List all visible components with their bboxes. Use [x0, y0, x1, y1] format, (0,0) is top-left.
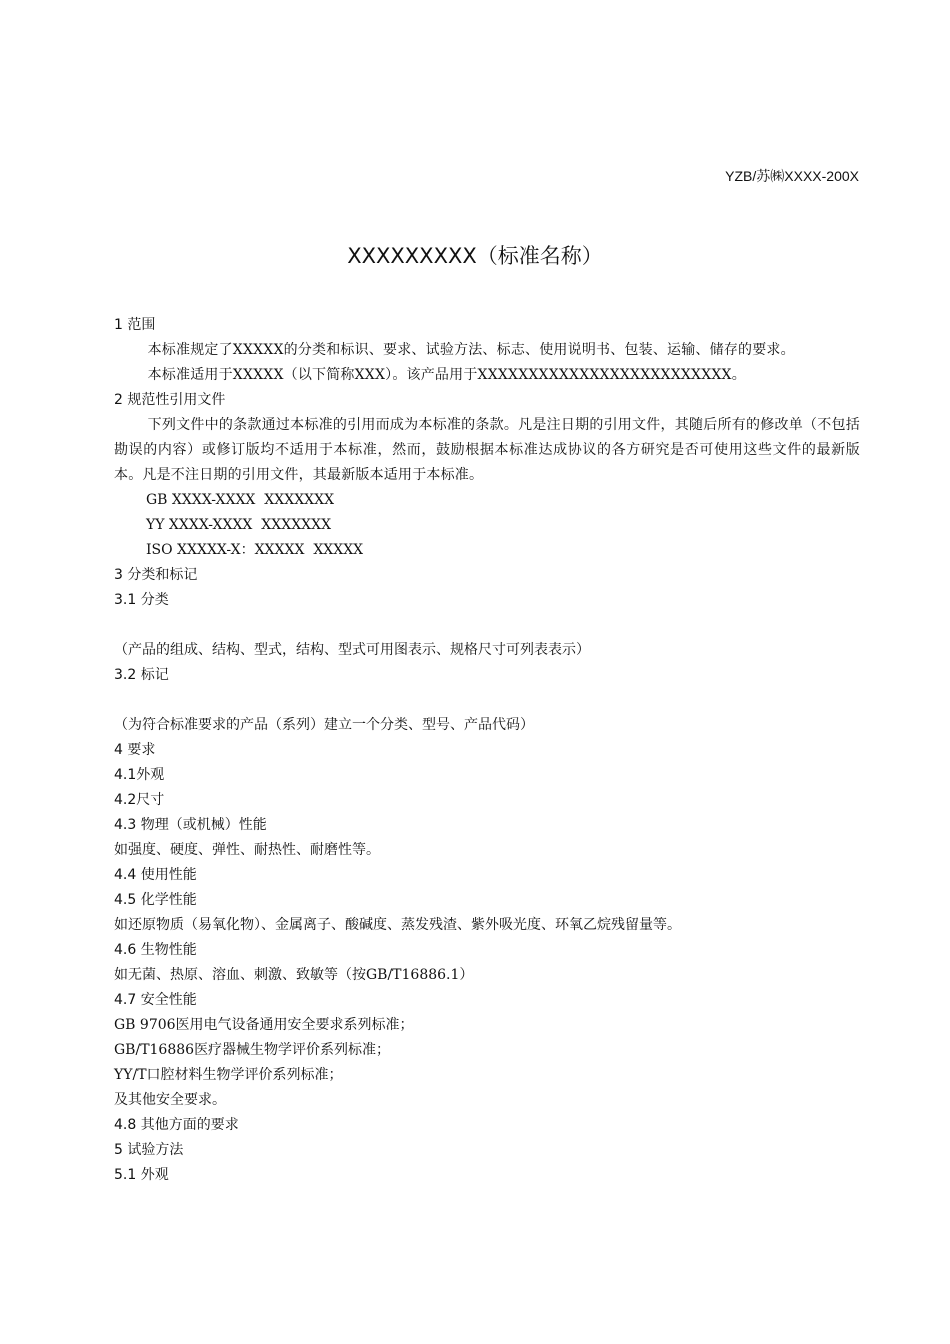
page-title: XXXXXXXXX（标准名称）: [347, 244, 603, 268]
paragraph-marking: （为符合标准要求的产品（系列）建立一个分类、型号、产品代码）: [114, 717, 534, 733]
heading-4-8: 4.8 其他方面的要求: [114, 1117, 239, 1133]
paragraph-physical: 如强度、硬度、弹性、耐热性、耐磨性等。: [114, 842, 380, 858]
safety-item: 及其他安全要求。: [114, 1092, 226, 1108]
paragraph-scope-1: 本标准规定了XXXXX的分类和标识、要求、试验方法、标志、使用说明书、包装、运输、储存的要求。: [147, 342, 795, 358]
document-body: [114, 313, 860, 1188]
reference-item: GB XXXX-XXXX XXXXXXX: [146, 492, 335, 508]
heading-2: 2 规范性引用文件: [114, 392, 226, 408]
heading-3-2: 3.2 标记: [114, 667, 169, 683]
blank-line: [114, 688, 860, 713]
standard-code: YZB/苏㈱XXXX-200X: [725, 168, 859, 184]
reference-item: YY XXXX-XXXX XXXXXXX: [146, 517, 332, 533]
paragraph-references: 下列文件中的条款通过本标准的引用而成为本标准的条款。凡是注日期的引用文件，其随后所有的修改单（不包括勘误的内容）或修订版均不适用于本标准，然而，鼓励根据本标准达成协议的各方研究是否可使用这些文件的最新版本。凡是不注日期的引用文件，其最新版本适用于本标准。: [114, 417, 860, 483]
heading-5-1: 5.1 外观: [114, 1167, 169, 1183]
heading-4-7: 4.7 安全性能: [114, 992, 197, 1008]
heading-4: 4 要求: [114, 742, 156, 758]
safety-item: YY/T口腔材料生物学评价系列标准；: [114, 1067, 343, 1083]
paragraph-scope-2: 本标准适用于XXXXX（以下简称XXX）。该产品用于XXXXXXXXXXXXXXXXXXXXXXXXX。: [147, 367, 746, 383]
paragraph-chemical: 如还原物质（易氧化物）、金属离子、酸碱度、蒸发残渣、紫外吸光度、环氧乙烷残留量等。: [114, 917, 681, 933]
heading-3: 3 分类和标记: [114, 567, 198, 583]
heading-4-3: 4.3 物理（或机械）性能: [114, 817, 267, 833]
heading-4-5: 4.5 化学性能: [114, 892, 197, 908]
paragraph-classification: （产品的组成、结构、型式，结构、型式可用图表示、规格尺寸可列表表示）: [114, 642, 590, 658]
heading-5: 5 试验方法: [114, 1142, 184, 1158]
heading-4-6: 4.6 生物性能: [114, 942, 197, 958]
heading-1: 1 范围: [114, 317, 156, 333]
heading-3-1: 3.1 分类: [114, 592, 169, 608]
heading-4-1: 4.1外观: [114, 767, 165, 783]
safety-item: GB/T16886医疗器械生物学评价系列标准；: [114, 1042, 391, 1058]
paragraph-biological: 如无菌、热原、溶血、刺激、致敏等（按GB/T16886.1）: [114, 967, 474, 983]
blank-line: [114, 613, 860, 638]
heading-4-4: 4.4 使用性能: [114, 867, 197, 883]
safety-item: GB 9706医用电气设备通用安全要求系列标准；: [114, 1017, 414, 1033]
heading-4-2: 4.2尺寸: [114, 792, 165, 808]
reference-item: ISO XXXXX-X：XXXXX XXXXX: [146, 542, 364, 558]
